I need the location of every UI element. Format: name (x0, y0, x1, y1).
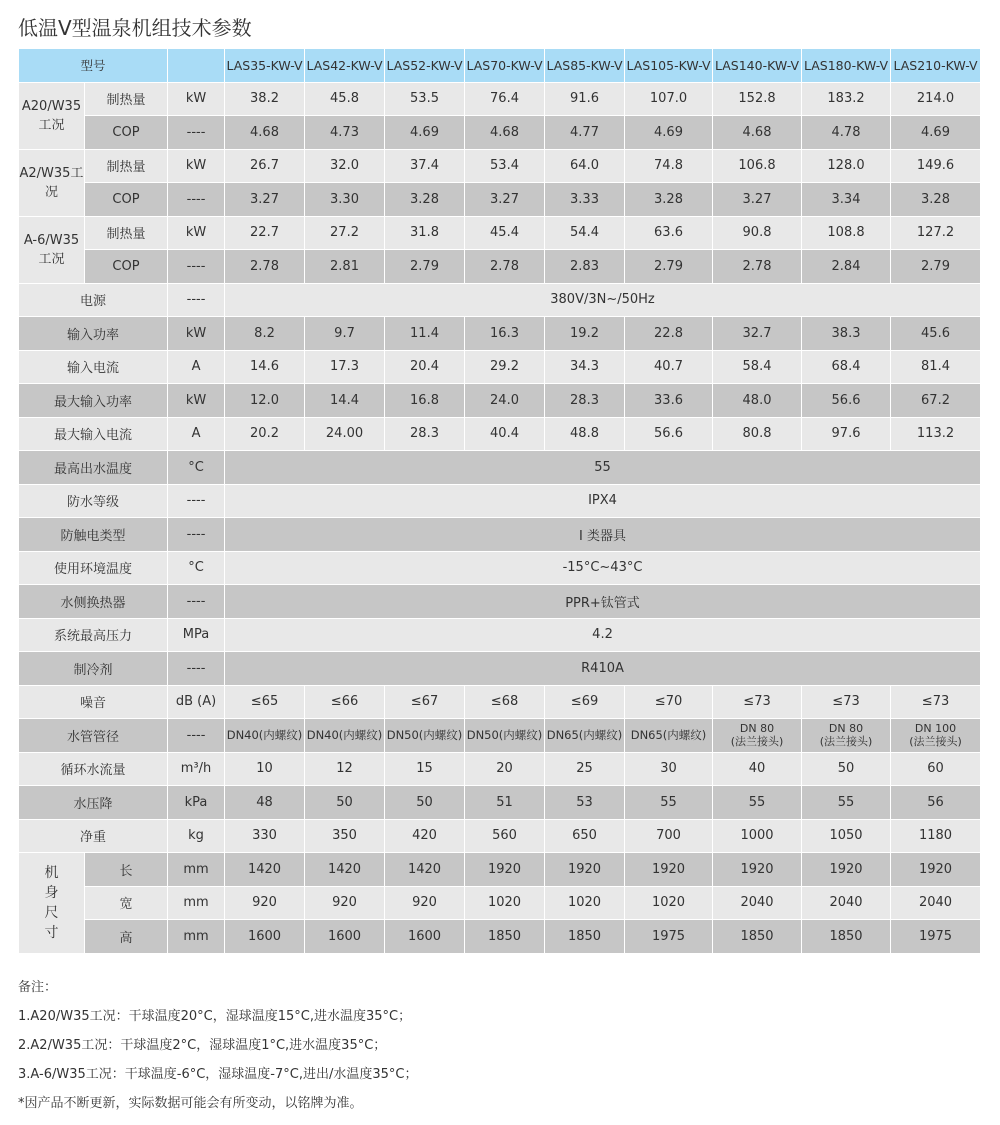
value-cell: 3.28 (891, 183, 981, 217)
value-cell: 2.81 (305, 250, 385, 284)
header-model: LAS70-KW-V (465, 49, 545, 83)
value-cell: 27.2 (305, 216, 385, 250)
row-label: 防水等级 (19, 484, 168, 518)
value-cell: 1020 (625, 886, 713, 920)
value-cell: 2.78 (465, 250, 545, 284)
header-model: LAS42-KW-V (305, 49, 385, 83)
value-cell: 1050 (802, 819, 891, 853)
merged-value: I 类器具 (225, 518, 981, 552)
row-unit: kW (168, 149, 225, 183)
value-cell: 149.6 (891, 149, 981, 183)
value-cell: 2.79 (891, 250, 981, 284)
value-cell: 1920 (465, 853, 545, 887)
row-unit: ---- (168, 652, 225, 686)
value-cell: 4.69 (625, 116, 713, 150)
value-cell: 53.5 (385, 82, 465, 116)
value-cell: 920 (385, 886, 465, 920)
row-label: 使用环境温度 (19, 551, 168, 585)
value-cell: 3.28 (385, 183, 465, 217)
value-cell: 48.0 (713, 384, 802, 418)
value-cell: 58.4 (713, 350, 802, 384)
value-cell: 29.2 (465, 350, 545, 384)
value-cell: 1600 (385, 920, 465, 954)
header-model: LAS85-KW-V (545, 49, 625, 83)
value-cell: ≤70 (625, 685, 713, 719)
row-unit: mm (168, 886, 225, 920)
value-cell: 1975 (625, 920, 713, 954)
value-cell: 1850 (545, 920, 625, 954)
value-cell: 56.6 (625, 417, 713, 451)
value-cell: 48.8 (545, 417, 625, 451)
merged-value: R410A (225, 652, 981, 686)
spec-row (19, 484, 981, 518)
note-line: 2.A2/W35工况：干球温度2°C，湿球温度1°C,进水温度35°C； (18, 1038, 387, 1053)
value-cell: DN 80 (法兰接头) (802, 719, 891, 753)
value-cell: 1000 (713, 819, 802, 853)
value-cell: 2.78 (225, 250, 305, 284)
value-cell: 113.2 (891, 417, 981, 451)
value-cell: 38.2 (225, 82, 305, 116)
value-cell: 28.3 (385, 417, 465, 451)
value-cell: 24.00 (305, 417, 385, 451)
value-cell: 50 (385, 786, 465, 820)
condition-row (19, 116, 981, 150)
spec-row (19, 384, 981, 418)
value-cell: 53.4 (465, 149, 545, 183)
value-cell: 1920 (545, 853, 625, 887)
row-label: 电源 (19, 283, 168, 317)
value-cell: 97.6 (802, 417, 891, 451)
row-label: COP (85, 250, 168, 284)
value-cell: 14.6 (225, 350, 305, 384)
row-unit: mm (168, 853, 225, 887)
value-cell: 30 (625, 752, 713, 786)
value-cell: 90.8 (713, 216, 802, 250)
value-cell: ≤73 (713, 685, 802, 719)
condition-row (19, 149, 981, 183)
value-cell: 1420 (225, 853, 305, 887)
value-cell: 1850 (802, 920, 891, 954)
row-unit: A (168, 350, 225, 384)
header-model: LAS210-KW-V (891, 49, 981, 83)
value-cell: 50 (802, 752, 891, 786)
value-cell: 10 (225, 752, 305, 786)
merged-value: IPX4 (225, 484, 981, 518)
value-cell: 56.6 (802, 384, 891, 418)
value-cell: 40.4 (465, 417, 545, 451)
row-label: 高 (85, 920, 168, 954)
row-label: 水管管径 (19, 719, 168, 753)
value-cell: 420 (385, 819, 465, 853)
value-cell: 81.4 (891, 350, 981, 384)
value-cell: DN40(内螺纹) (225, 719, 305, 753)
row-label: 输入功率 (19, 317, 168, 351)
value-cell: 183.2 (802, 82, 891, 116)
value-cell: 107.0 (625, 82, 713, 116)
value-cell: 214.0 (891, 82, 981, 116)
value-cell: 560 (465, 819, 545, 853)
value-cell: 4.78 (802, 116, 891, 150)
value-cell: ≤66 (305, 685, 385, 719)
row-unit: ---- (168, 283, 225, 317)
spec-row (19, 719, 981, 753)
row-label: 最大输入电流 (19, 417, 168, 451)
value-cell: 1850 (713, 920, 802, 954)
value-cell: 53 (545, 786, 625, 820)
value-cell: 24.0 (465, 384, 545, 418)
value-cell: 4.68 (713, 116, 802, 150)
value-cell: 50 (305, 786, 385, 820)
value-cell: 4.77 (545, 116, 625, 150)
dimension-group: 机身尺寸 (19, 853, 85, 954)
dimension-row (19, 853, 981, 887)
row-unit: m³/h (168, 752, 225, 786)
value-cell: 12 (305, 752, 385, 786)
value-cell: 12.0 (225, 384, 305, 418)
row-label: 防触电类型 (19, 518, 168, 552)
value-cell: 1920 (802, 853, 891, 887)
header-row (19, 49, 981, 83)
value-cell: DN65(内螺纹) (545, 719, 625, 753)
row-unit: ---- (168, 116, 225, 150)
header-model: LAS180-KW-V (802, 49, 891, 83)
value-cell: 25 (545, 752, 625, 786)
row-unit: ---- (168, 518, 225, 552)
condition-row (19, 183, 981, 217)
value-cell: 22.8 (625, 317, 713, 351)
spec-row (19, 283, 981, 317)
spec-row (19, 451, 981, 485)
condition-name: A-6/W35工况 (19, 216, 85, 283)
value-cell: 4.73 (305, 116, 385, 150)
value-cell: 108.8 (802, 216, 891, 250)
value-cell: 32.0 (305, 149, 385, 183)
page-title: 低温V型温泉机组技术参数 (18, 16, 252, 40)
spec-row (19, 350, 981, 384)
value-cell: 1920 (891, 853, 981, 887)
condition-name: A2/W35工况 (19, 149, 85, 216)
row-label: 制冷剂 (19, 652, 168, 686)
value-cell: 51 (465, 786, 545, 820)
row-label: 制热量 (85, 82, 168, 116)
value-cell: 22.7 (225, 216, 305, 250)
row-unit: kW (168, 317, 225, 351)
row-label: 系统最高压力 (19, 618, 168, 652)
value-cell: 4.69 (385, 116, 465, 150)
value-cell: 55 (625, 786, 713, 820)
value-cell: 28.3 (545, 384, 625, 418)
spec-row (19, 417, 981, 451)
value-cell: 2.79 (625, 250, 713, 284)
value-cell: 128.0 (802, 149, 891, 183)
value-cell: ≤65 (225, 685, 305, 719)
value-cell: 56 (891, 786, 981, 820)
row-unit: °C (168, 551, 225, 585)
spec-row (19, 752, 981, 786)
value-cell: 920 (305, 886, 385, 920)
row-label: 输入电流 (19, 350, 168, 384)
value-cell: 20 (465, 752, 545, 786)
value-cell: 1180 (891, 819, 981, 853)
value-cell: 54.4 (545, 216, 625, 250)
value-cell: 2.79 (385, 250, 465, 284)
row-label: 噪音 (19, 685, 168, 719)
value-cell: 9.7 (305, 317, 385, 351)
merged-value: 380V/3N~/50Hz (225, 283, 981, 317)
spec-row (19, 685, 981, 719)
value-cell: ≤68 (465, 685, 545, 719)
value-cell: 64.0 (545, 149, 625, 183)
notes (18, 980, 417, 1125)
spec-row (19, 618, 981, 652)
value-cell: DN50(内螺纹) (465, 719, 545, 753)
value-cell: 2.84 (802, 250, 891, 284)
value-cell: 650 (545, 819, 625, 853)
value-cell: 3.27 (713, 183, 802, 217)
note-line: 备注： (18, 980, 58, 995)
dimension-row (19, 920, 981, 954)
value-cell: 4.68 (225, 116, 305, 150)
value-cell: 11.4 (385, 317, 465, 351)
value-cell: 1920 (625, 853, 713, 887)
spec-row (19, 652, 981, 686)
row-unit: ---- (168, 585, 225, 619)
value-cell: 40.7 (625, 350, 713, 384)
row-unit: kW (168, 82, 225, 116)
value-cell: 60 (891, 752, 981, 786)
value-cell: 48 (225, 786, 305, 820)
value-cell: 330 (225, 819, 305, 853)
value-cell: 63.6 (625, 216, 713, 250)
value-cell: 4.68 (465, 116, 545, 150)
value-cell: 20.2 (225, 417, 305, 451)
value-cell: DN 100 (法兰接头) (891, 719, 981, 753)
spec-row (19, 518, 981, 552)
value-cell: 45.4 (465, 216, 545, 250)
value-cell: 3.27 (225, 183, 305, 217)
value-cell: 32.7 (713, 317, 802, 351)
value-cell: 91.6 (545, 82, 625, 116)
spec-row (19, 786, 981, 820)
value-cell: 55 (802, 786, 891, 820)
row-label: 最高出水温度 (19, 451, 168, 485)
value-cell: 1850 (465, 920, 545, 954)
value-cell: 55 (713, 786, 802, 820)
value-cell: 2040 (891, 886, 981, 920)
condition-row (19, 250, 981, 284)
row-label: 宽 (85, 886, 168, 920)
row-label: 水侧换热器 (19, 585, 168, 619)
value-cell: 350 (305, 819, 385, 853)
value-cell: ≤67 (385, 685, 465, 719)
note-line: 3.A-6/W35工况：干球温度-6°C，湿球温度-7°C,进出/水温度35°C； (18, 1067, 418, 1082)
header-unit-cell (168, 49, 225, 83)
merged-value: -15°C~43°C (225, 551, 981, 585)
value-cell: 15 (385, 752, 465, 786)
merged-value: 55 (225, 451, 981, 485)
row-unit: kW (168, 216, 225, 250)
value-cell: DN 80 (法兰接头) (713, 719, 802, 753)
value-cell: 14.4 (305, 384, 385, 418)
header-model: LAS105-KW-V (625, 49, 713, 83)
row-label: 净重 (19, 819, 168, 853)
merged-value: 4.2 (225, 618, 981, 652)
value-cell: 38.3 (802, 317, 891, 351)
value-cell: 76.4 (465, 82, 545, 116)
spec-row (19, 585, 981, 619)
merged-value: PPR+钛管式 (225, 585, 981, 619)
row-label: 制热量 (85, 216, 168, 250)
value-cell: 37.4 (385, 149, 465, 183)
value-cell: 1920 (713, 853, 802, 887)
spec-row (19, 317, 981, 351)
spec-table (18, 48, 981, 954)
value-cell: 1600 (305, 920, 385, 954)
header-model: LAS35-KW-V (225, 49, 305, 83)
value-cell: 1020 (545, 886, 625, 920)
row-label: 循环水流量 (19, 752, 168, 786)
row-label: 水压降 (19, 786, 168, 820)
value-cell: 3.28 (625, 183, 713, 217)
value-cell: DN40(内螺纹) (305, 719, 385, 753)
row-label: COP (85, 116, 168, 150)
note-line: *因产品不断更新，实际数据可能会有所变动，以铭牌为准。 (18, 1096, 363, 1111)
value-cell: 80.8 (713, 417, 802, 451)
value-cell: 3.33 (545, 183, 625, 217)
value-cell: 31.8 (385, 216, 465, 250)
value-cell: 1020 (465, 886, 545, 920)
value-cell: 33.6 (625, 384, 713, 418)
value-cell: 1420 (305, 853, 385, 887)
value-cell: ≤73 (891, 685, 981, 719)
value-cell: 1975 (891, 920, 981, 954)
value-cell: 26.7 (225, 149, 305, 183)
header-model: LAS140-KW-V (713, 49, 802, 83)
value-cell: 74.8 (625, 149, 713, 183)
header-model: LAS52-KW-V (385, 49, 465, 83)
value-cell: 1420 (385, 853, 465, 887)
value-cell: 127.2 (891, 216, 981, 250)
note-line: 1.A20/W35工况：干球温度20°C，湿球温度15°C,进水温度35°C； (18, 1009, 412, 1024)
value-cell: 2.78 (713, 250, 802, 284)
row-unit: MPa (168, 618, 225, 652)
value-cell: DN50(内螺纹) (385, 719, 465, 753)
value-cell: ≤73 (802, 685, 891, 719)
row-unit: dB (A) (168, 685, 225, 719)
spec-row (19, 819, 981, 853)
value-cell: 3.30 (305, 183, 385, 217)
row-unit: ---- (168, 183, 225, 217)
value-cell: 4.69 (891, 116, 981, 150)
value-cell: 920 (225, 886, 305, 920)
value-cell: 8.2 (225, 317, 305, 351)
value-cell: 1600 (225, 920, 305, 954)
value-cell: 16.3 (465, 317, 545, 351)
value-cell: 19.2 (545, 317, 625, 351)
value-cell: 700 (625, 819, 713, 853)
row-unit: °C (168, 451, 225, 485)
value-cell: ≤69 (545, 685, 625, 719)
spec-row (19, 551, 981, 585)
row-unit: mm (168, 920, 225, 954)
condition-name: A20/W35工况 (19, 82, 85, 149)
dimension-row (19, 886, 981, 920)
value-cell: 68.4 (802, 350, 891, 384)
value-cell: DN65(内螺纹) (625, 719, 713, 753)
row-unit: kW (168, 384, 225, 418)
row-unit: kPa (168, 786, 225, 820)
condition-row (19, 82, 981, 116)
value-cell: 16.8 (385, 384, 465, 418)
value-cell: 45.8 (305, 82, 385, 116)
value-cell: 45.6 (891, 317, 981, 351)
row-unit: ---- (168, 719, 225, 753)
row-label: COP (85, 183, 168, 217)
row-unit: A (168, 417, 225, 451)
value-cell: 2040 (802, 886, 891, 920)
row-label: 制热量 (85, 149, 168, 183)
row-label: 最大输入功率 (19, 384, 168, 418)
value-cell: 3.27 (465, 183, 545, 217)
condition-row (19, 216, 981, 250)
value-cell: 3.34 (802, 183, 891, 217)
value-cell: 152.8 (713, 82, 802, 116)
value-cell: 67.2 (891, 384, 981, 418)
value-cell: 17.3 (305, 350, 385, 384)
row-label: 长 (85, 853, 168, 887)
value-cell: 2040 (713, 886, 802, 920)
value-cell: 34.3 (545, 350, 625, 384)
row-unit: ---- (168, 484, 225, 518)
header-model-label: 型号 (19, 49, 168, 83)
value-cell: 106.8 (713, 149, 802, 183)
row-unit: kg (168, 819, 225, 853)
value-cell: 20.4 (385, 350, 465, 384)
row-unit: ---- (168, 250, 225, 284)
value-cell: 40 (713, 752, 802, 786)
value-cell: 2.83 (545, 250, 625, 284)
